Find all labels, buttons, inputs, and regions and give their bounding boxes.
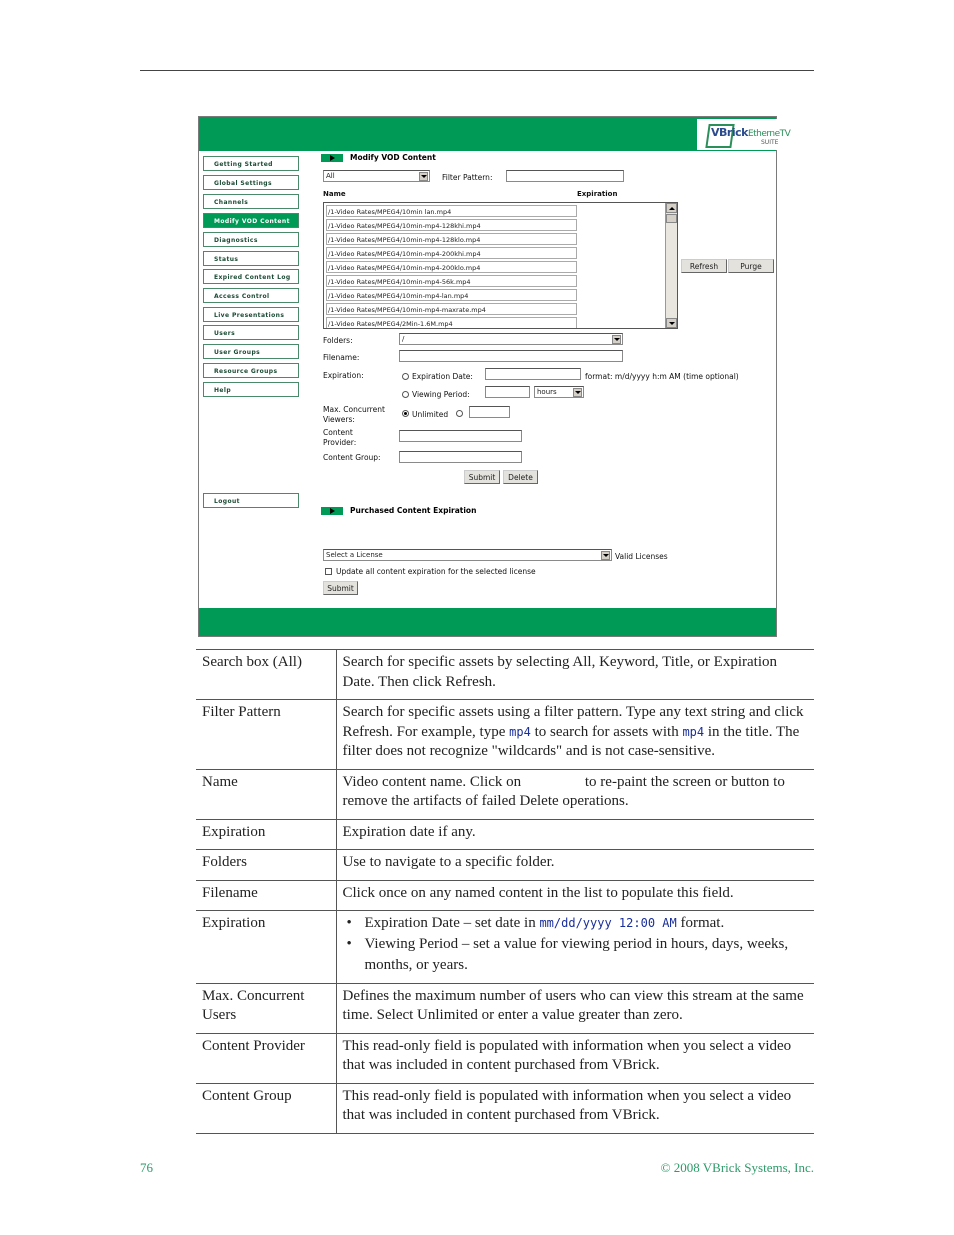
name-column-header: Name (323, 190, 346, 198)
term-cell: Content Group (196, 1083, 336, 1133)
content-listbox[interactable] (323, 202, 678, 329)
nav-diagnostics[interactable]: Diagnostics (203, 232, 299, 247)
list-item[interactable]: /1-Video Rates/MPEG4/10min-mp4-56k.mp4 (326, 275, 577, 287)
vod-admin-screenshot (198, 116, 791, 637)
description-cell: Use to navigate to a specific folder. (336, 850, 814, 881)
table-row (196, 911, 814, 984)
unlimited-label: Unlimited (412, 410, 449, 419)
update-expiration-checkbox[interactable] (325, 568, 332, 575)
table-row (196, 880, 814, 911)
term-cell: Filename (196, 880, 336, 911)
listbox-scrollbar[interactable] (665, 203, 677, 328)
header-rule (140, 70, 814, 71)
expiration-date-input[interactable] (485, 368, 581, 380)
description-cell (336, 911, 814, 984)
period-unit-select[interactable]: hours (534, 386, 584, 398)
table-row (196, 850, 814, 881)
list-item[interactable]: /1-Video Rates/MPEG4/10min-mp4-200klo.mp4 (326, 261, 577, 273)
term-cell: Expiration (196, 911, 336, 984)
page-number: 76 (140, 1160, 153, 1175)
term-cell: Max. Concurrent Users (196, 983, 336, 1033)
footer-bar (199, 608, 776, 636)
format-hint: format: m/d/yyyy h:m AM (time optional) (585, 372, 739, 381)
nav-live-presentations[interactable]: Live Presentations (203, 307, 299, 322)
nav-modify-vod-content[interactable]: Modify VOD Content (203, 213, 299, 228)
unlimited-radio[interactable] (402, 410, 409, 417)
refresh-button[interactable]: Refresh (681, 259, 727, 273)
folders-select[interactable]: / (399, 333, 623, 345)
list-item[interactable]: /1-Video Rates/MPEG4/2Min-1.6M.mp4 (326, 317, 577, 329)
description-cell: Video content name. Click on to re-paint the screen or button to remove the artifacts of failed Delete operations. (336, 769, 814, 819)
nav-expired-content-log[interactable]: Expired Content Log (203, 269, 299, 284)
viewing-period-label: Viewing Period: (412, 390, 470, 399)
section-arrow-icon (321, 507, 343, 515)
chevron-down-icon (601, 551, 610, 560)
term-cell: Name (196, 769, 336, 819)
bullet-item: • Viewing Period – set a value for viewing period in hours, days, weeks, months, or years. (343, 934, 813, 976)
table-row (196, 650, 814, 700)
nav-status[interactable]: Status (203, 251, 299, 266)
code-sample: mm/dd/yyyy 12:00 AM (539, 916, 677, 930)
logout-button[interactable]: Logout (203, 493, 299, 508)
filename-label: Filename: (323, 353, 360, 362)
expiration-date-radio[interactable] (402, 373, 409, 380)
viewer-count-input[interactable] (469, 406, 510, 418)
scroll-down-icon[interactable] (666, 318, 677, 328)
nav-getting-started[interactable]: Getting Started (203, 156, 299, 171)
purge-button[interactable]: Purge (728, 259, 774, 273)
purchased-content-title: Purchased Content Expiration (350, 506, 477, 515)
nav-resource-groups[interactable]: Resource Groups (203, 363, 299, 378)
copyright: © 2008 VBrick Systems, Inc. (660, 1160, 814, 1175)
nav-global-settings[interactable]: Global Settings (203, 175, 299, 190)
list-item[interactable]: /1-Video Rates/MPEG4/10min-mp4-lan.mp4 (326, 289, 577, 301)
filter-pattern-input[interactable] (506, 170, 624, 182)
modify-vod-title: Modify VOD Content (350, 153, 436, 162)
table-row (196, 700, 814, 770)
term-cell: Folders (196, 850, 336, 881)
description-cell: Expiration date if any. (336, 819, 814, 850)
term-cell: Filter Pattern (196, 700, 336, 770)
content-provider-field (399, 430, 522, 442)
table-row (196, 819, 814, 850)
list-item[interactable]: /1-Video Rates/MPEG4/10min-mp4-maxrate.mp4 (326, 303, 577, 315)
list-item[interactable]: /1-Video Rates/MPEG4/10min lan.mp4 (326, 205, 577, 217)
folders-label: Folders: (323, 336, 353, 345)
update-expiration-label: Update all content expiration for the selected license (336, 567, 536, 576)
field-description-table (196, 649, 814, 1134)
submit-button[interactable]: Submit (464, 470, 500, 484)
table-row (196, 769, 814, 819)
description-cell: Search for specific assets by selecting All, Keyword, Title, or Expiration Date. Then click Refresh. (336, 650, 814, 700)
nav-user-groups[interactable]: User Groups (203, 344, 299, 359)
code-sample: mp4 (682, 724, 705, 739)
list-item[interactable]: /1-Video Rates/MPEG4/10min-mp4-128khi.mp4 (326, 219, 577, 231)
content-group-label: Content Group: (323, 453, 381, 462)
expiration-label: Expiration: (323, 371, 364, 380)
nav-users[interactable]: Users (203, 325, 299, 340)
term-cell: Expiration (196, 819, 336, 850)
section-arrow-icon (321, 154, 343, 162)
viewer-count-radio[interactable] (456, 410, 463, 417)
code-sample: mp4 (509, 724, 531, 739)
content-group-field (399, 451, 522, 463)
nav-help[interactable]: Help (203, 382, 299, 397)
description-cell: This read-only field is populated with information when you select a video that was included in content purchased from VBrick. (336, 1083, 814, 1133)
submit-license-button[interactable]: Submit (323, 581, 358, 595)
scroll-up-icon[interactable] (666, 203, 677, 213)
filter-pattern-label: Filter Pattern: (442, 173, 493, 182)
table-row (196, 983, 814, 1033)
term-cell: Content Provider (196, 1033, 336, 1083)
list-item[interactable]: /1-Video Rates/MPEG4/10min-mp4-128klo.mp4 (326, 233, 577, 245)
vbrick-logo: VBrickEtherneTV SUITE (697, 119, 777, 150)
scroll-thumb[interactable] (666, 214, 677, 223)
table-row (196, 1083, 814, 1133)
expiration-column-header: Expiration (577, 190, 618, 198)
description-cell: This read-only field is populated with information when you select a video that was included in content purchased from VBrick. (336, 1033, 814, 1083)
license-select[interactable]: Select a License (323, 549, 612, 561)
bullet-list (343, 914, 813, 976)
valid-licenses-label: Valid Licenses (615, 552, 668, 561)
term-cell: Search box (All) (196, 650, 336, 700)
max-viewers-label: Max. Concurrent Viewers: (323, 405, 385, 424)
chevron-down-icon (612, 335, 621, 344)
description-cell: Click once on any named content in the list to populate this field. (336, 880, 814, 911)
nav-access-control[interactable]: Access Control (203, 288, 299, 303)
header-bar (199, 117, 776, 151)
filename-input[interactable] (399, 350, 623, 362)
expiration-date-label: Expiration Date: (412, 372, 473, 381)
chevron-down-icon (573, 388, 582, 397)
viewing-period-input[interactable] (485, 386, 530, 398)
search-select[interactable]: All (323, 170, 430, 182)
viewing-period-radio[interactable] (402, 391, 409, 398)
list-item[interactable]: /1-Video Rates/MPEG4/10min-mp4-200khi.mp4 (326, 247, 577, 259)
delete-button[interactable]: Delete (503, 470, 538, 484)
chevron-down-icon (419, 172, 428, 181)
nav-channels[interactable]: Channels (203, 194, 299, 209)
bullet-item: • Expiration Date – set date in mm/dd/yyyy 12:00 AM format. (343, 914, 813, 934)
description-cell: Search for specific assets using a filter pattern. Type any text string and click Refresh. For example, type mp4 to search for assets with mp4 in the title. The filter does not recognize "wildcards" and is not case-sensitive. (336, 700, 814, 770)
content-provider-label: Content Provider: (323, 428, 357, 447)
table-row (196, 1033, 814, 1083)
description-cell: Defines the maximum number of users who can view this stream at the same time. Select Unlimited or enter a value greater than zero. (336, 983, 814, 1033)
